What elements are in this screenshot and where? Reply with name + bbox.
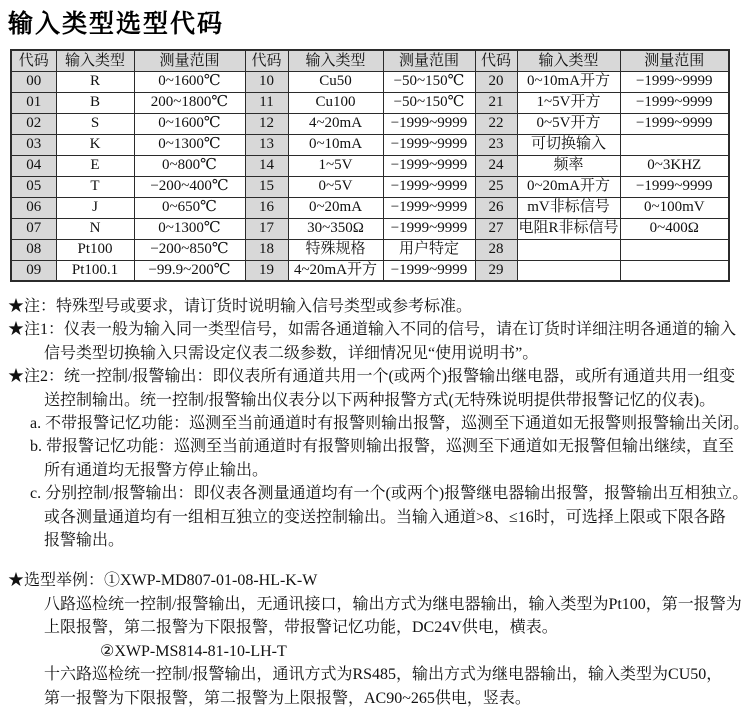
type-cell: 1~5V [288,155,383,176]
type-cell: Cu100 [288,92,383,113]
code-cell: 11 [245,92,288,113]
range-cell: 0~1300℃ [134,218,245,239]
code-cell: 16 [245,197,288,218]
table-row [11,71,729,92]
range-cell: −1999~9999 [383,134,475,155]
range-cell: −200~400℃ [134,176,245,197]
header-cell-code: 代码 [245,50,288,71]
example-line: 上限报警，第二报警为下限报警，带报警记忆功能，DC24V供电，横表。 [44,619,558,637]
type-cell: 电阻R非标信号 [517,218,620,239]
type-cell: E [56,155,134,176]
code-cell: 20 [475,71,517,92]
code-cell: 29 [475,260,517,281]
range-cell: −99.9~200℃ [134,260,245,281]
code-cell: 01 [11,92,56,113]
range-cell: 0~3KHZ [620,155,729,176]
range-cell: −1999~9999 [383,197,475,218]
note-line: 信号类型切换输入只需设定仪表二级参数，详细情况见“使用说明书”。 [44,344,539,362]
code-cell: 24 [475,155,517,176]
range-cell: −50~150℃ [383,92,475,113]
type-cell: Cu50 [288,71,383,92]
range-cell: 用户特定 [383,239,475,260]
note-line: 或各测量通道均有一组相互独立的变送控制输出。当输入通道>8、≤16时，可选择上限或下限各路 [44,508,726,526]
code-cell: 06 [11,197,56,218]
range-cell: −1999~9999 [620,113,729,134]
range-cell: 0~100mV [620,197,729,218]
header-cell-type: 输入类型 [56,50,134,71]
table-row [11,239,729,260]
type-cell [517,260,620,281]
type-cell: mV非标信号 [517,197,620,218]
code-cell: 02 [11,113,56,134]
example-line: 十六路巡检统一控制/报警输出，通讯方式为RS485，输出方式为继电器输出，输入类型为CU50， [44,666,723,684]
range-cell: 0~1600℃ [134,71,245,92]
type-cell: Pt100 [56,239,134,260]
header-cell-type: 输入类型 [288,50,383,71]
type-cell: 频率 [517,155,620,176]
range-cell [620,134,729,155]
table-row [11,113,729,134]
type-cell: 0~10mA开方 [517,71,620,92]
type-cell [517,239,620,260]
page-title: 输入类型选型代码 [8,10,225,38]
table-row [11,134,729,155]
range-cell: 0~1300℃ [134,134,245,155]
example-line: 八路巡检统一控制/报警输出，无通讯接口，输出方式为继电器输出，输入类型为Pt100，第一报警为 [44,595,742,613]
header-cell-range: 测量范围 [134,50,245,71]
type-cell: K [56,134,134,155]
table-row [11,197,729,218]
range-cell: −1999~9999 [383,260,475,281]
range-cell: −1999~9999 [383,155,475,176]
table-body [11,71,729,281]
header-cell-code: 代码 [11,50,56,71]
code-cell: 22 [475,113,517,134]
type-cell: J [56,197,134,218]
note-line: b. 带报警记忆功能：巡测至当前通道时有报警则输出报警，巡测至下通道如无报警但输出继续，直至 [30,438,735,456]
code-cell: 23 [475,134,517,155]
code-cell: 10 [245,71,288,92]
type-cell: N [56,218,134,239]
table-row [11,218,729,239]
header-cell-code: 代码 [475,50,517,71]
example-line: ★选型举例：①XWP-MD807-01-08-HL-K-W [8,572,318,590]
code-cell: 27 [475,218,517,239]
code-cell: 04 [11,155,56,176]
code-cell: 21 [475,92,517,113]
header-cell-type: 输入类型 [517,50,620,71]
type-cell: 0~10mA [288,134,383,155]
range-cell: 0~650℃ [134,197,245,218]
code-cell: 08 [11,239,56,260]
example-line: 第一报警为下限报警，第二报警为上限报警，AC90~265供电，竖表。 [44,689,531,707]
code-cell: 15 [245,176,288,197]
note-line: ★注2：统一控制/报警输出：即仪表所有通道共用一个(或两个)报警输出继电器，或所有通道共用一组变 [8,368,736,386]
table-row [11,176,729,197]
range-cell: 0~400Ω [620,218,729,239]
code-cell: 28 [475,239,517,260]
note-line: ★注1：仪表一般为输入同一类型信号，如需各通道输入不同的信号，请在订货时详细注明各通道的输入 [8,321,737,339]
type-cell: R [56,71,134,92]
code-cell: 18 [245,239,288,260]
range-cell: −50~150℃ [383,71,475,92]
type-cell: 0~20mA [288,197,383,218]
notes-section [8,295,750,552]
note-line: c. 分别控制/报警输出：即仪表各测量通道均有一个(或两个)报警继电器输出报警，报警输出互相独立。 [30,485,749,503]
type-cell: 1~5V开方 [517,92,620,113]
type-cell: Pt100.1 [56,260,134,281]
type-cell: S [56,113,134,134]
table-row [11,260,729,281]
type-cell: 可切换输入 [517,134,620,155]
code-cell: 09 [11,260,56,281]
range-cell [620,239,729,260]
header-cell-range: 测量范围 [383,50,475,71]
code-cell: 13 [245,134,288,155]
note-line: 报警输出。 [44,532,125,550]
note-line: 送控制输出。统一控制/报警输出仪表分以下两种报警方式(无特殊说明提供带报警记忆的仪表)。 [44,391,716,409]
range-cell: −1999~9999 [620,176,729,197]
examples-section [8,569,750,709]
code-cell: 26 [475,197,517,218]
range-cell: 0~1600℃ [134,113,245,134]
range-cell: 0~800℃ [134,155,245,176]
range-cell [620,260,729,281]
type-cell: 0~5V [288,176,383,197]
range-cell: −1999~9999 [383,176,475,197]
selection-code-table [10,49,730,282]
type-cell: T [56,176,134,197]
type-cell: 30~350Ω [288,218,383,239]
table-row [11,155,729,176]
example-line: ②XWP-MS814-81-10-LH-T [100,642,287,660]
code-cell: 05 [11,176,56,197]
type-cell: 0~5V开方 [517,113,620,134]
note-line: ★注：特殊型号或要求，请订货时说明输入信号类型或参考标准。 [8,298,473,315]
code-cell: 12 [245,113,288,134]
type-cell: 0~20mA开方 [517,176,620,197]
type-cell: B [56,92,134,113]
note-line: 所有通道均无报警方停止输出。 [44,461,269,479]
code-cell: 07 [11,218,56,239]
table-header-row [11,50,729,71]
range-cell: −200~850℃ [134,239,245,260]
code-cell: 03 [11,134,56,155]
range-cell: −1999~9999 [620,71,729,92]
range-cell: −1999~9999 [383,218,475,239]
type-cell: 4~20mA [288,113,383,134]
code-cell: 25 [475,176,517,197]
note-line: a. 不带报警记忆功能：巡测至当前通道时有报警则输出报警，巡测至下通道如无报警则报警输出关闭。 [30,415,750,433]
range-cell: 200~1800℃ [134,92,245,113]
type-cell: 4~20mA开方 [288,260,383,281]
table-row [11,92,729,113]
header-cell-range: 测量范围 [620,50,729,71]
range-cell: −1999~9999 [383,113,475,134]
code-cell: 14 [245,155,288,176]
code-cell: 19 [245,260,288,281]
code-cell: 17 [245,218,288,239]
range-cell: −1999~9999 [620,92,729,113]
type-cell: 特殊规格 [288,239,383,260]
code-cell: 00 [11,71,56,92]
